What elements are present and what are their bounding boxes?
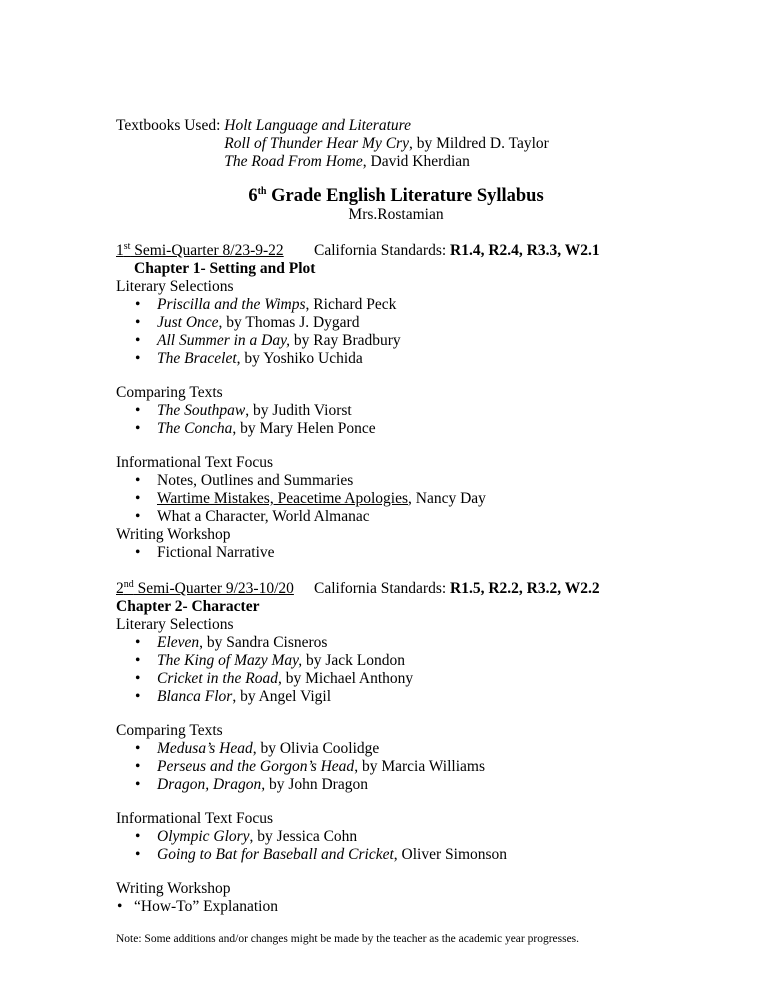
list-item: • The Southpaw, by Judith Viorst	[116, 402, 676, 420]
chapter-heading: Chapter 1- Setting and Plot	[134, 260, 316, 277]
grade-suffix: th	[257, 185, 267, 197]
list-item: • Going to Bat for Baseball and Cricket, Oliver Simonson	[116, 846, 676, 864]
list-item: • The Concha, by Mary Helen Ponce	[116, 420, 676, 438]
info-list	[116, 472, 676, 526]
textbook-item	[224, 117, 549, 135]
teacher-name: Mrs.Rostamian	[348, 206, 444, 223]
list-item: • Fictional Narrative	[116, 544, 676, 562]
quarter-heading	[116, 580, 676, 598]
comparing-list	[116, 740, 676, 794]
standards: California Standards: R1.4, R2.4, R3.3, W2.1	[314, 242, 600, 259]
list-item: • “How-To” Explanation	[116, 898, 676, 916]
section-label: Informational Text Focus	[116, 454, 274, 471]
list-item: • Priscilla and the Wimps, Richard Peck	[116, 296, 676, 314]
list-item: • Just Once, by Thomas J. Dygard	[116, 314, 676, 332]
list-item: • Cricket in the Road, by Michael Anthony	[116, 670, 676, 688]
list-item: • Perseus and the Gorgon’s Head, by Marcia Williams	[116, 758, 676, 776]
literary-list	[116, 634, 676, 706]
writing-list	[116, 898, 676, 916]
document-body	[116, 117, 676, 916]
textbooks-section	[116, 117, 676, 171]
list-item: • Eleven, by Sandra Cisneros	[116, 634, 676, 652]
list-item: • The Bracelet, by Yoshiko Uchida	[116, 350, 676, 368]
section-label: Writing Workshop	[116, 880, 231, 897]
textbook-item	[224, 153, 549, 171]
info-list	[116, 828, 676, 864]
list-item: • Blanca Flor, by Angel Vigil	[116, 688, 676, 706]
section-label: Comparing Texts	[116, 722, 223, 739]
quarter-dates: 2nd Semi-Quarter 9/23-10/20	[116, 578, 294, 597]
textbook-title: Roll of Thunder Hear My Cry	[224, 135, 409, 152]
section-label: Comparing Texts	[116, 384, 223, 401]
list-item: • Olympic Glory, by Jessica Cohn	[116, 828, 676, 846]
list-item: • Wartime Mistakes, Peacetime Apologies, Nancy Day	[116, 490, 676, 508]
list-item: • Medusa’s Head, by Olivia Coolidge	[116, 740, 676, 758]
section-label: Literary Selections	[116, 278, 234, 295]
section-label: Literary Selections	[116, 616, 234, 633]
list-item: • The King of Mazy May, by Jack London	[116, 652, 676, 670]
writing-list	[116, 544, 676, 562]
literary-list	[116, 296, 676, 368]
quarter-dates: 1st Semi-Quarter 8/23-9-22	[116, 240, 284, 259]
chapter-heading: Chapter 2- Character	[116, 598, 260, 615]
textbook-title: Holt Language and Literature	[224, 117, 411, 134]
textbooks-label: Textbooks Used:	[116, 117, 221, 134]
list-item: • Notes, Outlines and Summaries	[116, 472, 676, 490]
quarter-heading	[116, 242, 676, 260]
textbook-author: , David Kherdian	[362, 153, 470, 170]
footer-note: Note: Some additions and/or changes might be made by the teacher as the academic year progresses.	[116, 933, 580, 945]
grade-number: 6	[248, 186, 258, 206]
title-text: Grade English Literature Syllabus	[266, 186, 544, 206]
textbook-item	[224, 135, 549, 153]
section-label: Informational Text Focus	[116, 810, 274, 827]
list-item: • Dragon, Dragon, by John Dragon	[116, 776, 676, 794]
list-item: • What a Character, World Almanac	[116, 508, 676, 526]
standards: California Standards: R1.5, R2.2, R3.2, W2.2	[314, 580, 600, 597]
page-title	[116, 186, 676, 206]
textbook-author: , by Mildred D. Taylor	[408, 135, 549, 152]
comparing-list	[116, 402, 676, 438]
list-item: • All Summer in a Day, by Ray Bradbury	[116, 332, 676, 350]
section-label: Writing Workshop	[116, 526, 231, 543]
textbook-title: The Road From Home	[224, 153, 363, 170]
